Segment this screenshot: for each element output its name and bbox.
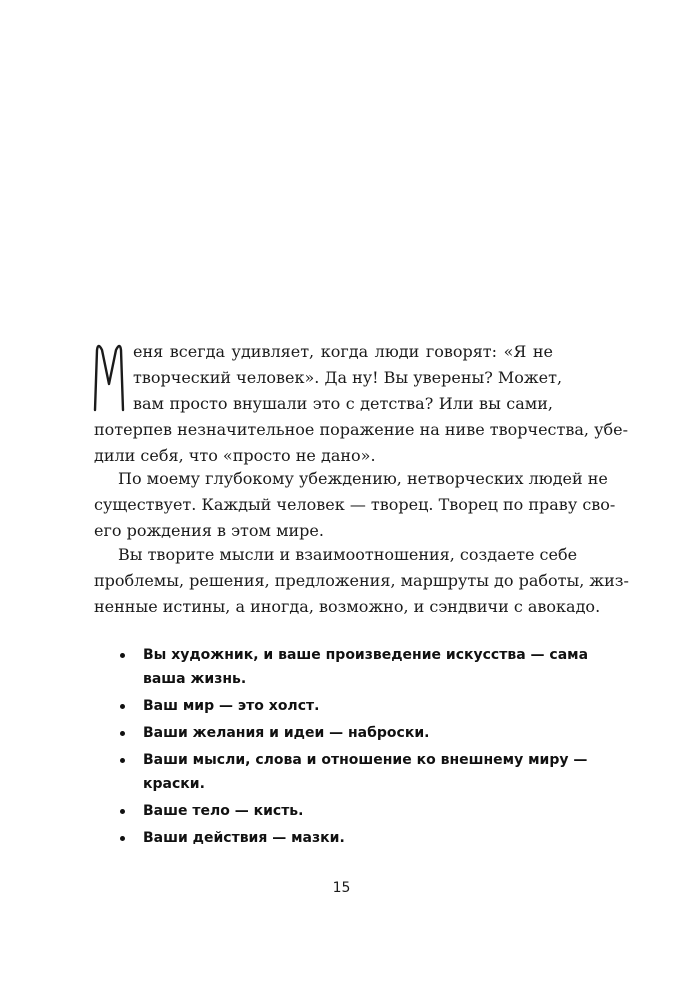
paragraph-line: творческий человек». Да ну! Вы уверены? Может, (133, 368, 563, 387)
list-item-line: Ваши желания и идеи — наброски. (143, 725, 430, 741)
paragraph-1 (94, 339, 628, 469)
bullet-icon (120, 731, 125, 736)
page-number: 15 (332, 880, 351, 896)
list-item-line: Ваши мысли, слова и отношение ко внешнему миру — (143, 752, 588, 768)
paragraph-line: проблемы, решения, предложения, маршруты до работы, жиз- (94, 571, 629, 590)
list-item-line: Ваши действия — мазки. (143, 830, 345, 846)
paragraph-line: дили себя, что «просто не дано». (94, 446, 376, 465)
paragraph-line: потерпев незначительное поражение на ниве творчества, убе- (94, 420, 628, 439)
paragraph-2 (94, 466, 616, 544)
list-item (120, 826, 560, 850)
list-item (120, 643, 589, 691)
list-item-line: Ваше тело — кисть. (143, 803, 304, 819)
paragraph-line: существует. Каждый человек — творец. Творец по праву сво- (94, 495, 616, 514)
list-item-line: ваша жизнь. (143, 671, 247, 687)
bullet-list (120, 643, 589, 853)
list-item (120, 799, 560, 823)
bullet-icon (120, 704, 125, 709)
list-item (120, 694, 560, 718)
paragraph-line: ненные истины, а иногда, возможно, и сэндвичи с авокадо. (94, 597, 601, 616)
list-item-line: Вы художник, и ваше произведение искусства — сама (143, 647, 589, 663)
list-item (120, 748, 588, 796)
bullet-icon (120, 836, 125, 841)
list-item (120, 721, 560, 745)
paragraph-line: еня всегда удивляет, когда люди говорят: «Я не (133, 342, 553, 361)
paragraph-line: вам просто внушали это с детства? Или вы сами, (133, 394, 553, 413)
paragraph-line: По моему глубокому убеждению, нетворческих людей не (118, 469, 608, 488)
bullet-icon (120, 758, 125, 763)
bullet-icon (120, 653, 125, 658)
bullet-icon (120, 809, 125, 814)
list-item-line: краски. (143, 776, 205, 792)
paragraph-line: Вы творите мысли и взаимоотношения, создаете себе (118, 545, 578, 564)
paragraph-line: его рождения в этом мире. (94, 521, 324, 540)
list-item-line: Ваш мир — это холст. (143, 698, 320, 714)
paragraph-3 (94, 542, 629, 620)
